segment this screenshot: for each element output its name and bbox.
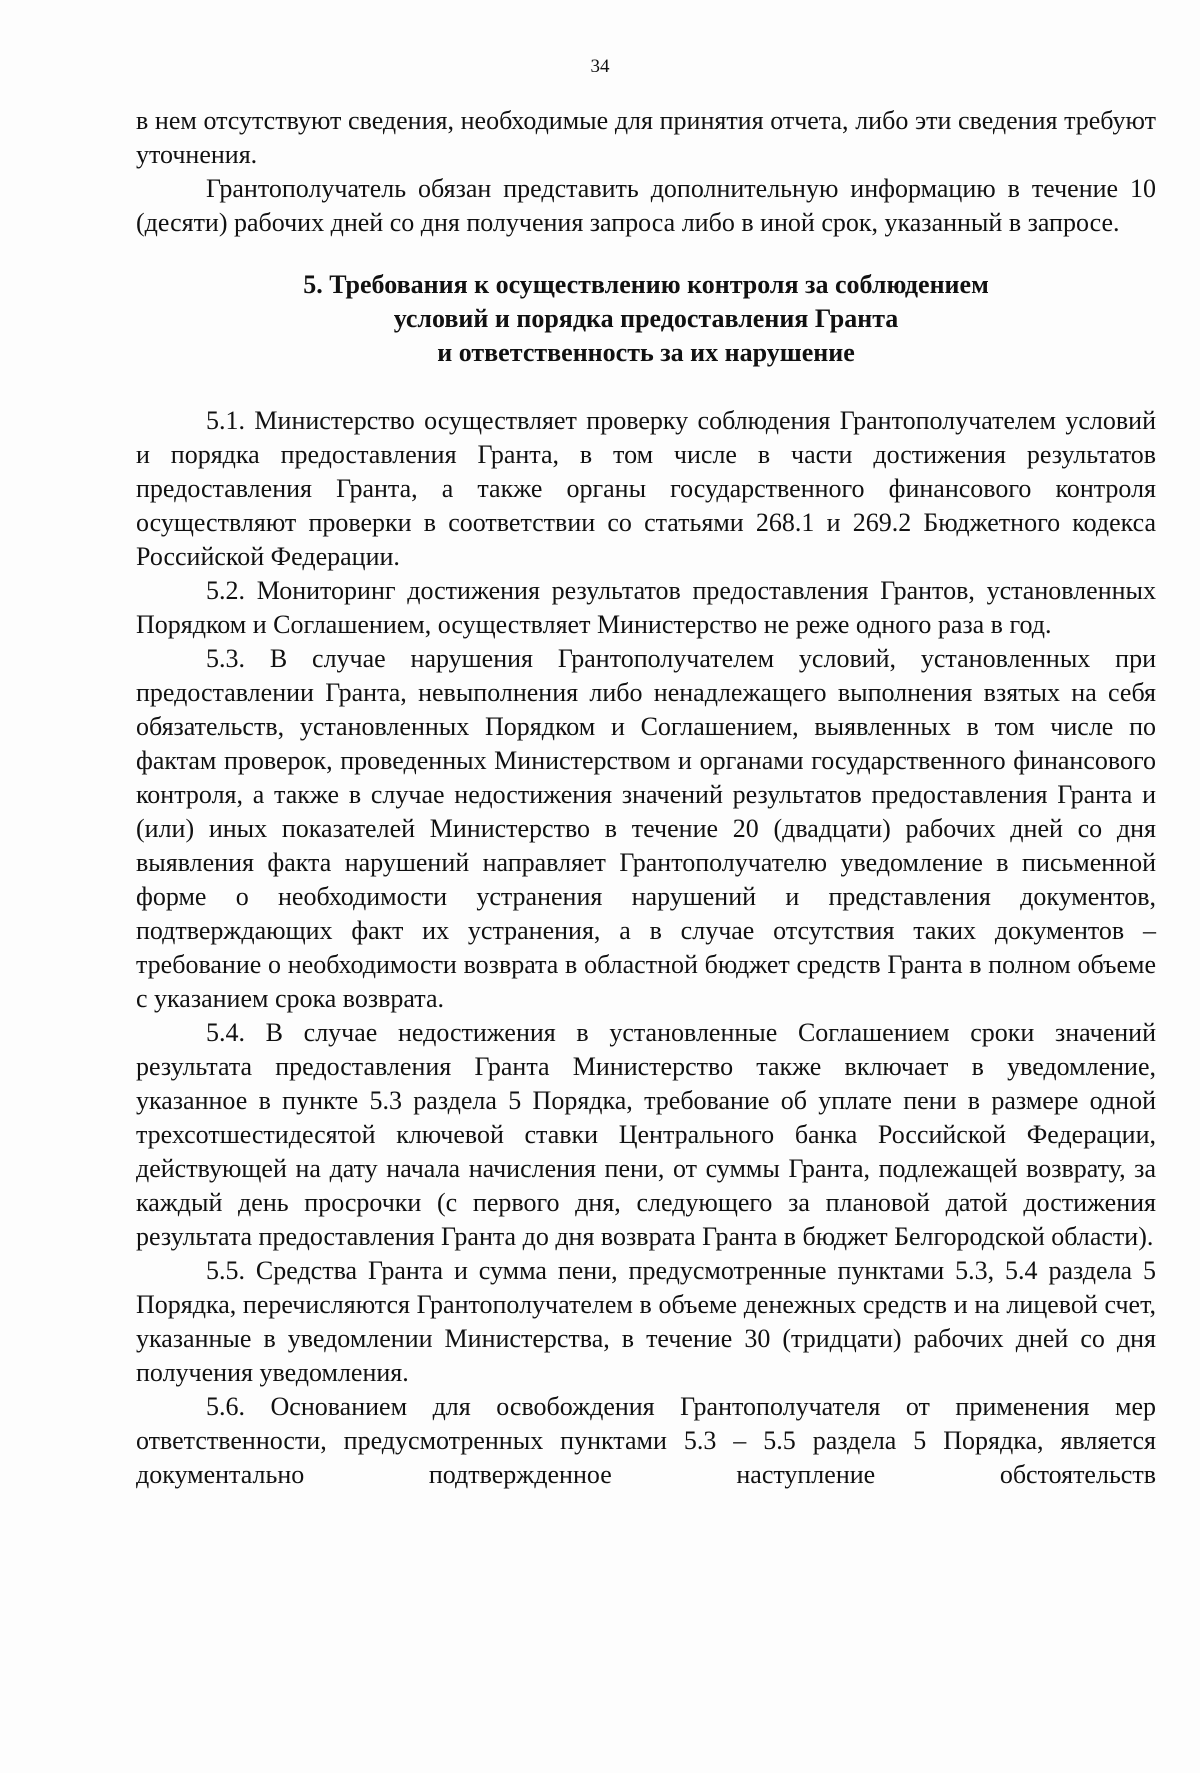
section-title-line-2: условий и порядка предоставления Гранта xyxy=(393,304,899,333)
paragraph-5-6: 5.6. Основанием для освобождения Грантополучателя от применения мер ответственности, предусмотренных пунктами 5.3 – 5.5 раздела 5 Порядка, является документально подтвержденное наступление обстоятельств xyxy=(136,1392,1156,1489)
paragraph-5-4: 5.4. В случае недостижения в установленные Соглашением сроки значений результата предоставления Гранта Министерство также включает в уведомление, указанное в пункте 5.3 раздела 5 Порядка, требование об уплате пени в размере одной трехсотшестидесятой ключевой ставки Центрального банка Российской Федерации, действующей на дату начала начисления пени, от суммы Гранта, подлежащей возврату, за каждый день просрочки (с первого дня, следующего за плановой датой достижения результата предоставления Гранта до дня возврата Гранта в бюджет Белгородской области). xyxy=(136,1018,1156,1251)
intro-paragraph: Грантополучатель обязан представить дополнительную информацию в течение 10 (десяти) рабочих дней со дня получения запроса либо в иной срок, указанный в запросе. xyxy=(136,174,1156,237)
continuation-paragraph: в нем отсутствуют сведения, необходимые для принятия отчета, либо эти сведения требуют уточнения. xyxy=(136,106,1156,169)
section-title-line-3: и ответственность за их нарушение xyxy=(437,338,855,367)
document-body xyxy=(136,104,1156,1492)
section-title-line-1: 5. Требования к осуществлению контроля за соблюдением xyxy=(303,270,989,299)
paragraph-5-5: 5.5. Средства Гранта и сумма пени, предусмотренные пунктами 5.3, 5.4 раздела 5 Порядка, перечисляются Грантополучателем в объеме денежных средств и на лицевой счет, указанные в уведомлении Министерства, в течение 30 (тридцати) рабочих дней со дня получения уведомления. xyxy=(136,1256,1156,1387)
paragraph-5-1: 5.1. Министерство осуществляет проверку соблюдения Грантополучателем условий и порядка предоставления Гранта, в том числе в части достижения результатов предоставления Гранта, а также органы государственного финансового контроля осуществляют проверки в соответствии со статьями 268.1 и 269.2 Бюджетного кодекса Российской Федерации. xyxy=(136,406,1156,571)
page-number: 34 xyxy=(590,56,610,77)
section-title xyxy=(136,268,1156,370)
paragraph-5-3: 5.3. В случае нарушения Грантополучателем условий, установленных при предоставлении Гранта, невыполнения либо ненадлежащего выполнения взятых на себя обязательств, установленных Порядком и Соглашением, выявленных в том числе по фактам проверок, проведенных Министерством и органами государственного финансового контроля, а также в случае недостижения значений результатов предоставления Гранта и (или) иных показателей Министерство в течение 20 (двадцати) рабочих дней со дня выявления факта нарушений направляет Грантополучателю уведомление в письменной форме о необходимости устранения нарушений и представления документов, подтверждающих факт их устранения, а в случае отсутствия таких документов – требование о необходимости возврата в областной бюджет средств Гранта в полном объеме с указанием срока возврата. xyxy=(136,644,1156,1013)
paragraph-5-2: 5.2. Мониторинг достижения результатов предоставления Грантов, установленных Порядком и Соглашением, осуществляет Министерство не реже одного раза в год. xyxy=(136,576,1156,639)
